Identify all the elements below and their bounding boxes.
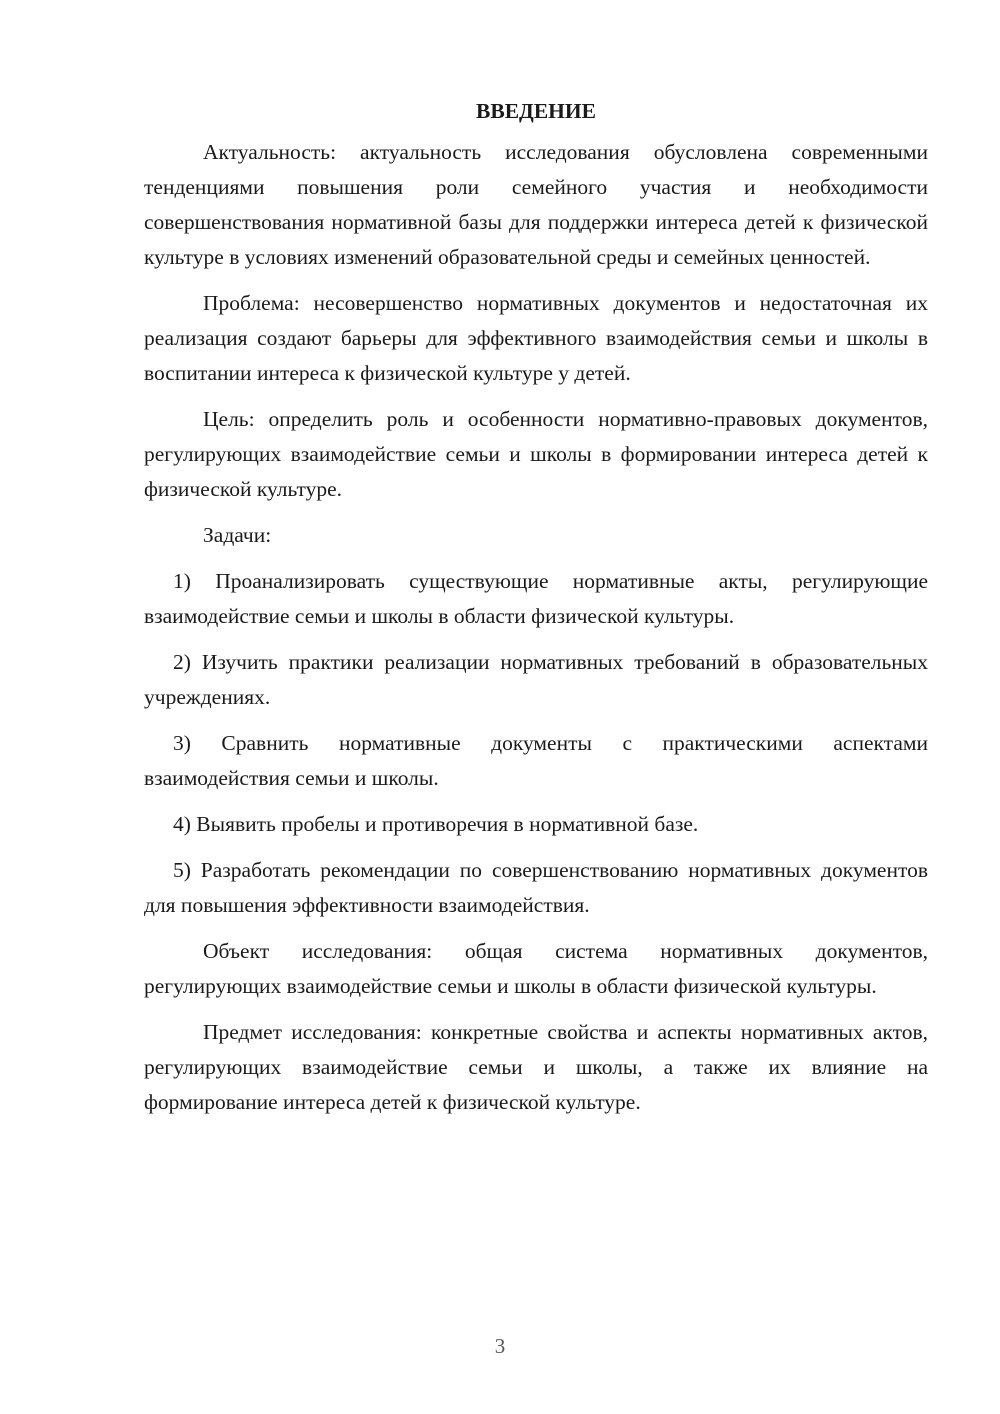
paragraph-problem: Проблема: несовершенство нормативных документов и недостаточная их реализация создают барьеры для эффективного взаимодействия семьи и школы в воспитании интереса к физической культуре у детей. (144, 291, 928, 385)
task-item-5: 5) Разработать рекомендации по совершенствованию нормативных документов для повышения эффективности взаимодействия. (144, 858, 928, 917)
task-item-2: 2) Изучить практики реализации нормативных требований в образовательных учреждениях. (144, 650, 928, 709)
task-item-1: 1) Проанализировать существующие нормативные акты, регулирующие взаимодействие семьи и школы в области физической культуры. (144, 569, 928, 628)
task-item-4: 4) Выявить пробелы и противоречия в нормативной базе. (173, 812, 699, 836)
paragraph-goal: Цель: определить роль и особенности нормативно-правовых документов, регулирующих взаимодействие семьи и школы в формировании интереса детей к физической культуре. (144, 407, 928, 501)
paragraph-relevance: Актуальность: актуальность исследования обусловлена современными тенденциями повышения роли семейного участия и необходимости совершенствования нормативной базы для поддержки интереса детей к физической культуре в условиях изменений образовательной среды и семейных ценностей. (144, 140, 928, 269)
page-number: 3 (494, 1334, 506, 1358)
section-title: ВВЕДЕНИЕ (476, 99, 596, 123)
document-body (144, 96, 928, 1131)
task-item-3: 3) Сравнить нормативные документы с практическими аспектами взаимодействия семьи и школы. (144, 731, 928, 790)
tasks-heading: Задачи: (203, 523, 272, 547)
paragraph-subject: Предмет исследования: конкретные свойства и аспекты нормативных актов, регулирующих взаимодействие семьи и школы, а также их влияние на формирование интереса детей к физической культуре. (144, 1020, 928, 1114)
paragraph-object: Объект исследования: общая система нормативных документов, регулирующих взаимодействие семьи и школы в области физической культуры. (144, 939, 928, 998)
